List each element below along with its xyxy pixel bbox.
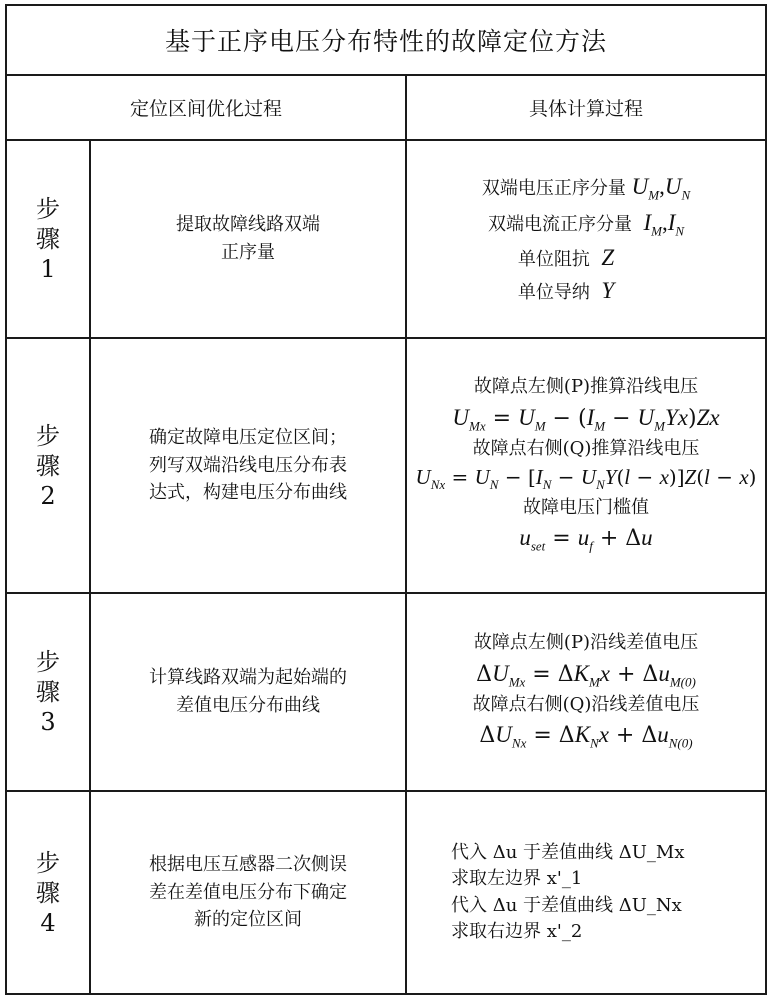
step-row-1 — [6, 140, 766, 338]
calc-line-admittance: 单位导纳 Y — [517, 278, 615, 304]
calc-line-impedance: 单位阻抗 Z — [517, 245, 615, 271]
table-title: 基于正序电压分布特性的故障定位方法 — [6, 5, 766, 75]
step-process-2 — [90, 338, 406, 593]
calc-line-text: 故障点右侧(Q)推算沿线电压 — [472, 437, 700, 459]
calc-line-text: 故障点左侧(P)推算沿线电压 — [473, 376, 699, 398]
step-process-1 — [90, 140, 406, 338]
step-process-4 — [90, 791, 406, 994]
step-label-char: 步 — [36, 421, 60, 450]
calc-line-substitute-right: 代入 Δu 于差值曲线 ΔU_Nx — [451, 894, 682, 916]
process-line: 达式，构建电压分布曲线 — [149, 482, 347, 504]
step-label-char: 骤 — [36, 451, 60, 480]
process-line: 提取故障线路双端 — [176, 214, 320, 236]
step-label-number: 3 — [40, 708, 56, 736]
step-row-2 — [6, 338, 766, 593]
process-line: 新的定位区间 — [194, 909, 302, 931]
calc-formula-dumx: $\Delta U_{Mx} = \Delta K_Mx + \Delta u_{M(0)}$ — [476, 660, 696, 690]
step-label-number: 4 — [40, 908, 56, 937]
step-calc-1 — [406, 140, 766, 338]
step-calc-4 — [406, 791, 766, 994]
calc-formula-unx: $U_{Nx} = U_N - [I_N - U_NY(l - x)]Z(l - x)$ — [415, 465, 757, 493]
calc-line-voltage: 双端电压正序分量 $U_M,U_N$ — [481, 174, 691, 203]
process-line: 计算线路双端为起始端的 — [149, 667, 347, 689]
step-label-4 — [6, 791, 90, 994]
step-label-2 — [6, 338, 90, 593]
calc-line-current: 双端电流正序分量 $I_M,I_N$ — [487, 209, 685, 239]
calc-line-right-boundary: 求取右边界 x'_2 — [451, 920, 583, 942]
process-line: 正序量 — [221, 242, 275, 263]
process-line: 列写双端沿线电压分布表 — [149, 454, 347, 476]
step-label-char: 骤 — [36, 678, 60, 706]
step-calc-3 — [406, 593, 766, 791]
calc-line-text: 故障点左侧(P)沿线差值电压 — [473, 632, 699, 654]
header-calc: 具体计算过程 — [406, 75, 766, 140]
method-table — [5, 4, 767, 995]
step-label-char: 步 — [36, 848, 60, 877]
step-label-number: 1 — [40, 255, 56, 283]
process-line: 根据电压互感器二次侧误 — [149, 853, 347, 875]
calc-formula-uset: $u_{set} = u_f + \Delta u$ — [519, 525, 653, 554]
calc-formula-dunx: $\Delta U_{Nx} = \Delta K_Nx + \Delta u_{N(0)}$ — [479, 722, 693, 751]
step-label-3 — [6, 593, 90, 791]
step-label-char: 骤 — [36, 225, 60, 253]
process-line: 差值电压分布曲线 — [176, 695, 320, 716]
step-row-4 — [6, 791, 766, 994]
calc-formula-umx: $U_{Mx} = U_M - (I_M - U_MYx)Zx$ — [452, 404, 720, 434]
calc-line-left-boundary: 求取左边界 x'_1 — [451, 868, 583, 890]
process-line: 差在差值电压分布下确定 — [149, 881, 347, 903]
step-label-char: 步 — [36, 195, 60, 223]
calc-line-text: 故障电压门槛值 — [523, 497, 649, 519]
step-label-1 — [6, 140, 90, 338]
step-label-char: 步 — [36, 648, 60, 676]
step-process-3 — [90, 593, 406, 791]
calc-line-text: 故障点右侧(Q)沿线差值电压 — [472, 694, 700, 715]
step-label-char: 骤 — [36, 878, 60, 907]
step-row-3 — [6, 593, 766, 791]
step-calc-2 — [406, 338, 766, 593]
step-label-number: 2 — [40, 481, 56, 510]
header-process: 定位区间优化过程 — [6, 75, 406, 140]
process-line: 确定故障电压定位区间； — [149, 426, 347, 448]
calc-line-substitute-left: 代入 Δu 于差值曲线 ΔU_Mx — [451, 842, 685, 864]
